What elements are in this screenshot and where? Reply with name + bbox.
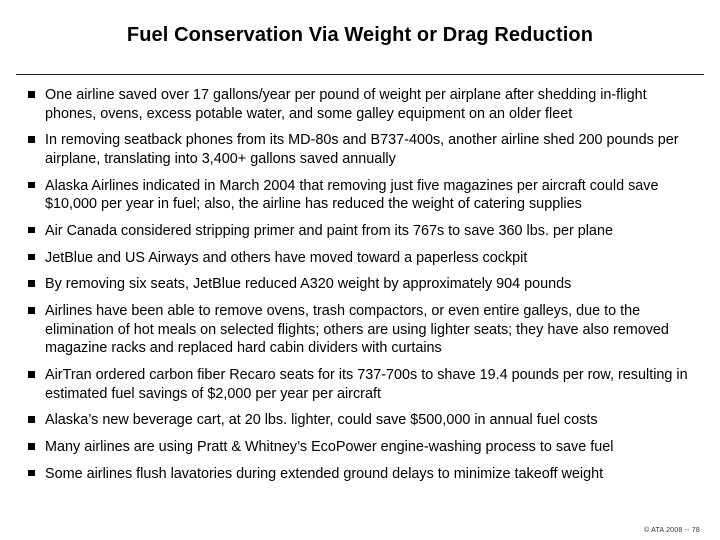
bullet-item (27, 366, 699, 403)
slide-title: Fuel Conservation Via Weight or Drag Reduction (126, 24, 594, 46)
bullet-item (27, 131, 699, 168)
bullet-text: Some airlines flush lavatories during extended ground delays to minimize takeoff weight (45, 465, 604, 482)
bullet-item (27, 177, 699, 214)
bullet-text: Air Canada considered stripping primer and paint from its 767s to save 360 lbs. per plane (45, 222, 613, 239)
square-bullet-icon (28, 371, 35, 378)
bullet-item (27, 249, 699, 268)
bullet-text: Alaska Airlines indicated in March 2004 that removing just five magazines per aircraft could save $10,000 per year in fuel; also, the airline has reduced the weight of catering supplies (45, 177, 659, 213)
square-bullet-icon (28, 280, 35, 287)
square-bullet-icon (28, 227, 35, 234)
square-bullet-icon (28, 136, 35, 143)
bullet-item (27, 465, 699, 484)
bullet-item (27, 222, 699, 241)
square-bullet-icon (28, 443, 35, 450)
bullet-text: JetBlue and US Airways and others have moved toward a paperless cockpit (45, 249, 528, 266)
square-bullet-icon (28, 307, 35, 314)
bullet-text: AirTran ordered carbon fiber Recaro seats for its 737-700s to shave 19.4 pounds per row, resulting in estimated fuel savings of $2,000 per year per aircraft (45, 367, 688, 402)
square-bullet-icon (28, 91, 35, 98)
bullet-text: Alaska’s new beverage cart, at 20 lbs. lighter, could save $500,000 in annual fuel costs (45, 412, 598, 429)
bullet-item (27, 411, 699, 430)
square-bullet-icon (28, 416, 35, 423)
slide-footer: © ATA 2008 -- 78 (644, 527, 700, 534)
bullet-text: Airlines have been able to remove ovens, trash compactors, or even entire galleys, due to the elimination of hot meals on selected flights; others are using lighter seats; they have also removed magazine racks and replaced hard cabin dividers with curtains (45, 303, 669, 357)
bullet-list (27, 86, 699, 492)
bullet-item (27, 275, 699, 294)
square-bullet-icon (28, 182, 35, 189)
bullet-item (27, 302, 699, 358)
bullet-item (27, 438, 699, 457)
title-divider (16, 74, 704, 75)
bullet-text: In removing seatback phones from its MD-80s and B737-400s, another airline shed 200 pounds per airplane, translating into 3,400+ gallons saved annually (45, 132, 679, 167)
square-bullet-icon (28, 470, 35, 477)
bullet-text: One airline saved over 17 gallons/year per pound of weight per airplane after shedding in-flight phones, ovens, excess potable water, and some galley equipment on an older fleet (45, 87, 647, 122)
bullet-item (27, 86, 699, 123)
square-bullet-icon (28, 254, 35, 261)
bullet-text: Many airlines are using Pratt & Whitney’s EcoPower engine-washing process to save fuel (45, 439, 614, 456)
bullet-text: By removing six seats, JetBlue reduced A320 weight by approximately 904 pounds (45, 276, 572, 293)
